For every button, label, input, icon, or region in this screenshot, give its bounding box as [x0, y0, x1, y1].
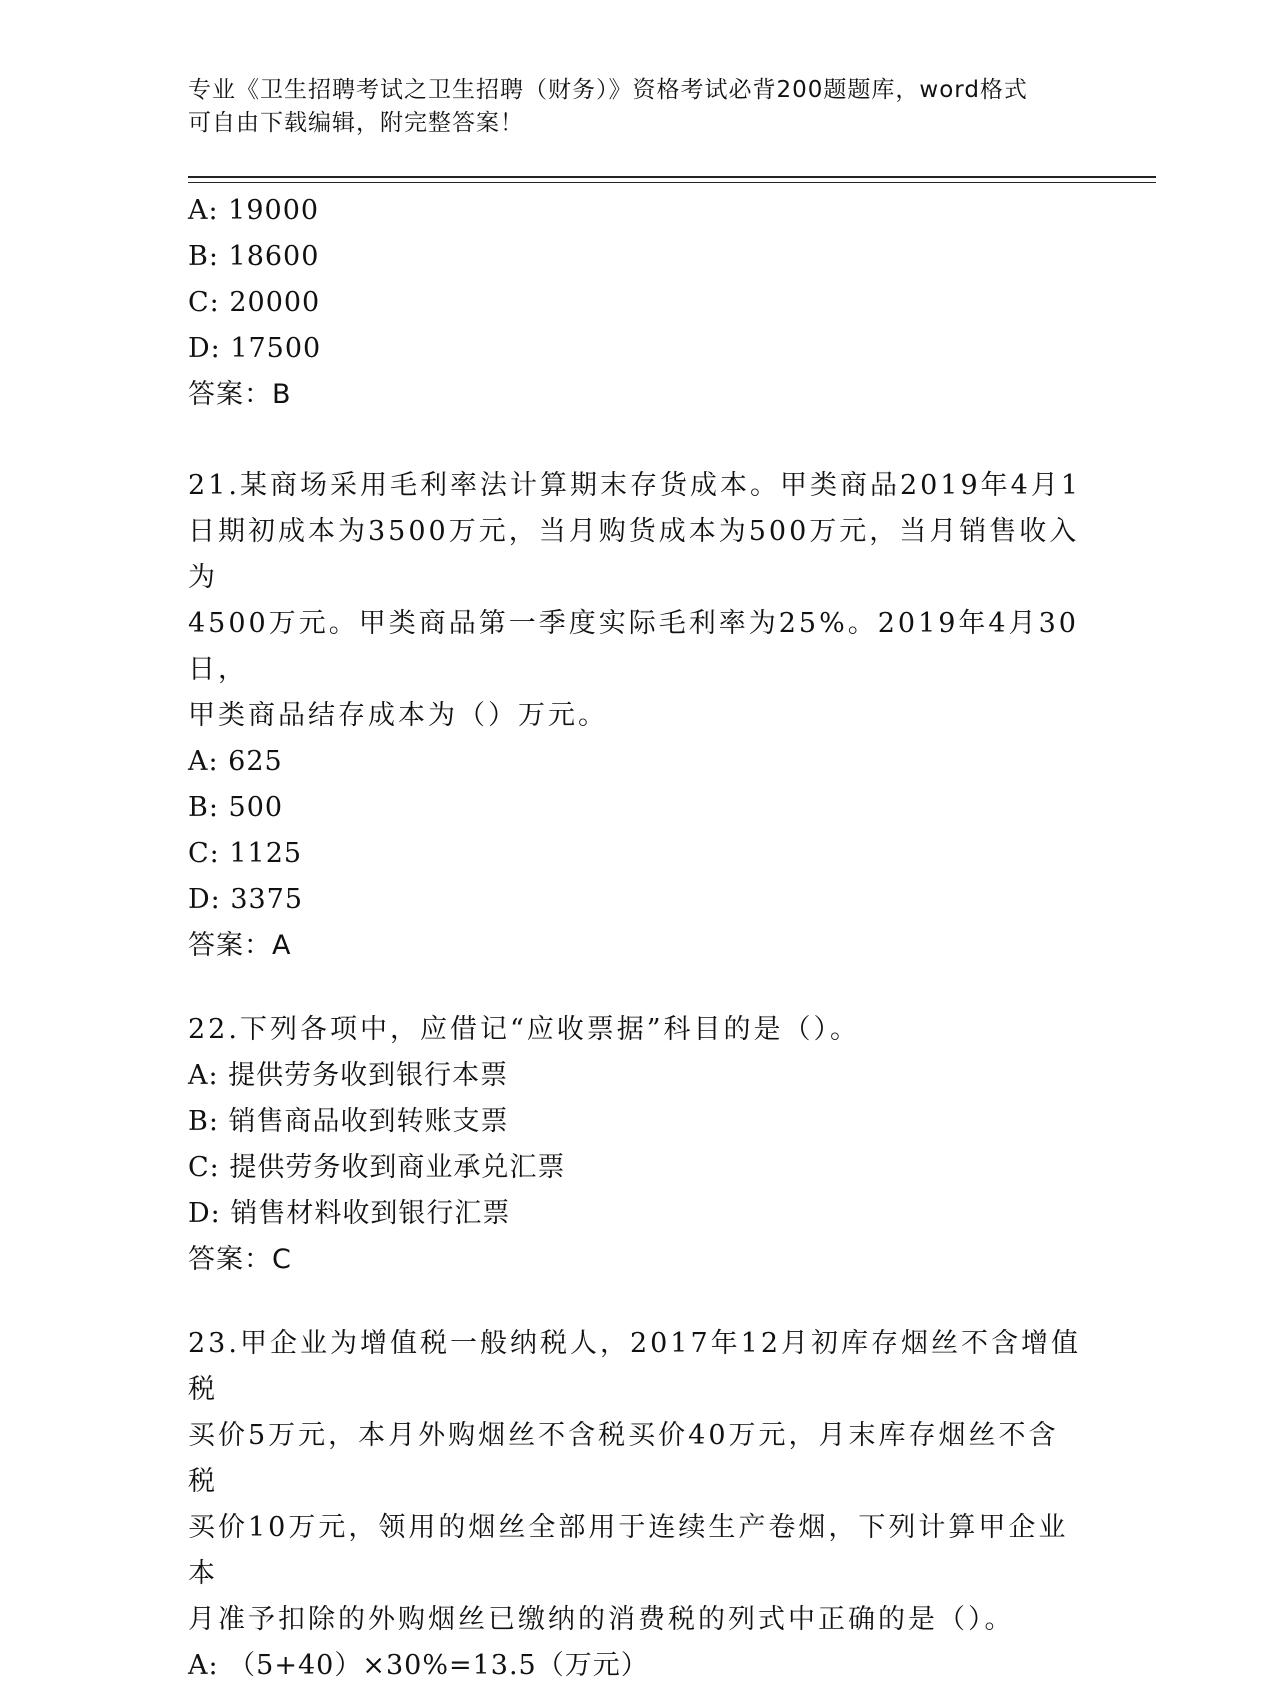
option-b: B: 500: [188, 792, 284, 823]
question-text-line: 23.甲企业为增值税一般纳税人，2017年12月初库存烟丝不含增值税: [188, 1328, 1082, 1405]
option-c: C: 20000: [188, 287, 321, 318]
option-a: A: 提供劳务收到银行本票: [188, 1060, 509, 1091]
question-block-20: [188, 188, 1088, 418]
answer-line: 答案：A: [188, 930, 292, 961]
option-d: D: 17500: [188, 333, 322, 364]
question-text-line: 日期初成本为3500万元，当月购货成本为500万元，当月销售收入为: [188, 516, 1080, 593]
question-text-line: 月准予扣除的外购烟丝已缴纳的消费税的列式中正确的是（）。: [188, 1604, 1015, 1635]
document-body: [188, 188, 1088, 1689]
question-text-line: 买价10万元，领用的烟丝全部用于连续生产卷烟，下列计算甲企业本: [188, 1512, 1069, 1589]
document-header: [188, 74, 1078, 140]
question-text-line: 甲类商品结存成本为（）万元。: [188, 700, 608, 731]
header-divider-thin: [188, 182, 1156, 183]
header-divider-thick: [188, 176, 1156, 178]
answer-line: 答案：C: [188, 1244, 292, 1275]
option-a: A: 625: [188, 746, 283, 777]
header-line-1: 专业《卫生招聘考试之卫生招聘（财务）》资格考试必背200题题库，word格式: [188, 77, 1028, 103]
option-c: C: 提供劳务收到商业承兑汇票: [188, 1152, 566, 1183]
option-d: D: 3375: [188, 884, 304, 915]
header-line-2: 可自由下载编辑，附完整答案！: [188, 110, 524, 136]
option-a: A: 19000: [188, 195, 320, 226]
option-d: D: 销售材料收到银行汇票: [188, 1198, 511, 1229]
option-a: A: （5+40）×30%=13.5（万元）: [188, 1650, 649, 1681]
question-text-line: 21.某商场采用毛利率法计算期末存货成本。甲类商品2019年4月1: [188, 470, 1082, 501]
question-text-line: 22.下列各项中，应借记“应收票据”科目的是（）。: [188, 1014, 861, 1045]
question-block-22: [188, 1007, 1088, 1283]
option-b: B: 销售商品收到转账支票: [188, 1106, 509, 1137]
answer-line: 答案：B: [188, 379, 292, 410]
question-block-23: [188, 1321, 1088, 1689]
question-block-21: [188, 463, 1088, 969]
option-c: C: 1125: [188, 838, 303, 869]
question-text-line: 买价5万元，本月外购烟丝不含税买价40万元，月末库存烟丝不含税: [188, 1420, 1059, 1497]
question-text-line: 4500万元。甲类商品第一季度实际毛利率为25%。2019年4月30日，: [188, 608, 1079, 685]
option-b: B: 18600: [188, 241, 320, 272]
